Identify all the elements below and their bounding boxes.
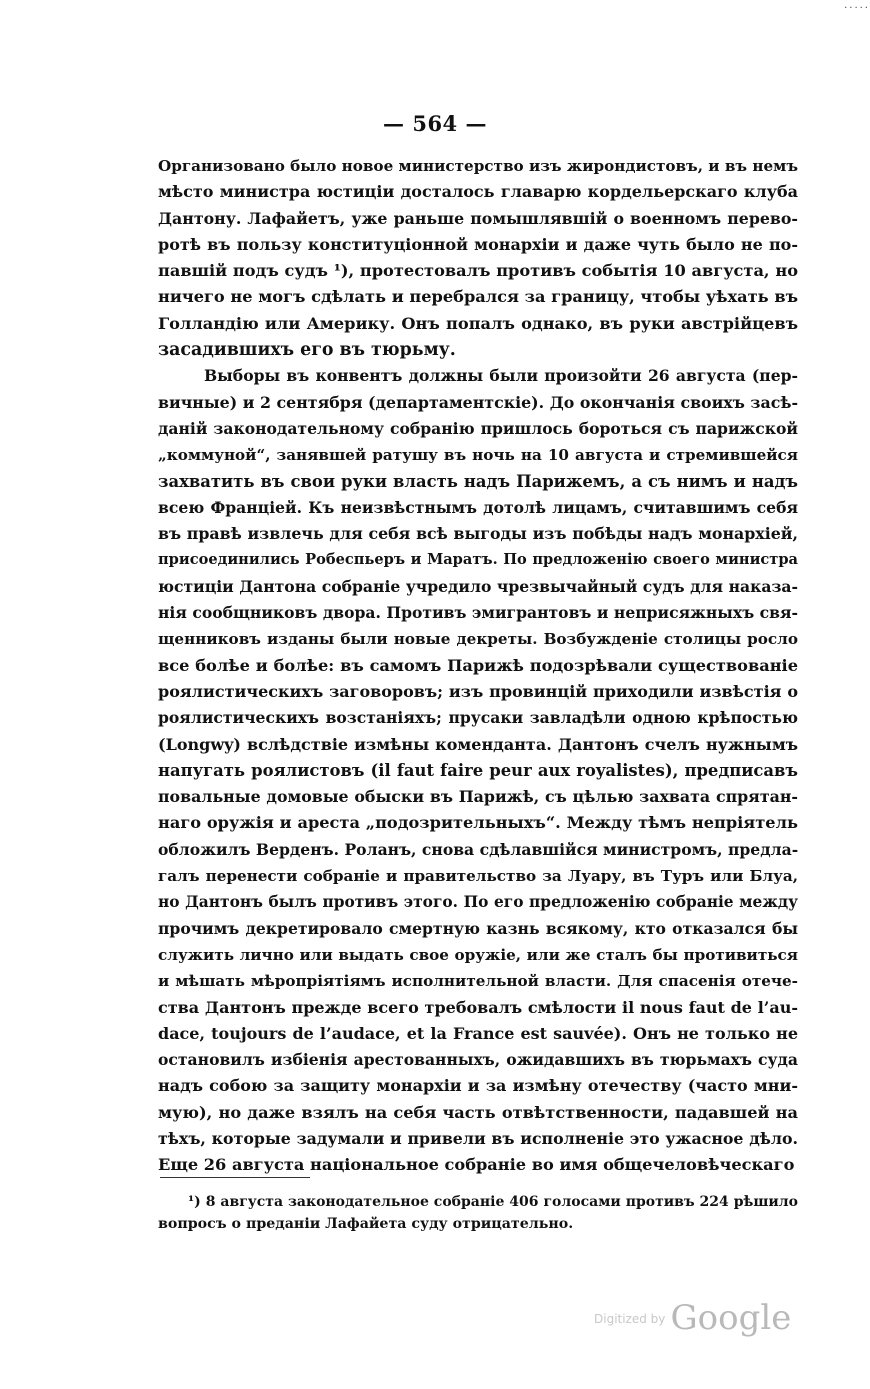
watermark-prefix: Digitized by [594, 1312, 666, 1326]
text-line: юстиціи Дантона собраніе учредило чрезвычайный судъ для наказа- [158, 576, 798, 596]
text-line: щенниковъ изданы были новые декреты. Возбужденіе столицы росло [158, 630, 798, 649]
text-line: повальные домовые обыски въ Парижѣ, съ цѣлью захвата спрятан- [158, 787, 798, 807]
text-line: въ правѣ извлечь для себя всѣ выгоды изъ побѣды надъ монархіей, [158, 524, 798, 544]
google-logo: Google [670, 1298, 792, 1338]
text-line: Голландію или Америку. Онъ попалъ однако, въ руки австрійцевъ [158, 313, 798, 333]
text-line: присоединились Робеспьеръ и Маратъ. По предложенію своего министра [158, 551, 798, 569]
body-text [158, 153, 798, 1179]
text-line: и мѣшать мѣропріятіямъ исполнительной власти. Для спасенія отече- [158, 972, 798, 991]
paragraph-1 [158, 153, 798, 363]
text-line: вичные) и 2 сентября (департаментскіе). До окончанія своихъ засѣ- [158, 392, 798, 412]
text-line: (Longwy) вслѣдствіе измѣны коменданта. Дантонъ счелъ нужнымъ [158, 734, 798, 754]
text-line: нія сообщниковъ двора. Противъ эмигрантовъ и неприсяжныхъ свя- [158, 603, 798, 623]
text-line: Выборы въ конвентъ должны были произойти 26 августа (пер- [204, 366, 798, 386]
text-line: даній законодательному собранію пришлось бороться съ парижской [158, 418, 798, 438]
text-line: Организовано было новое министерство изъ жирондистовъ, и въ немъ [158, 157, 798, 175]
text-line: Еще 26 августа національное собраніе во имя общечеловѣческаго [158, 1155, 795, 1175]
text-line: все болѣе и болѣе: въ самомъ Парижѣ подозрѣвали существованіе [158, 655, 798, 675]
text-line: всею Франціей. Къ неизвѣстнымъ дотолѣ лицамъ, считавшимъ себя [158, 497, 798, 517]
text-line: остановилъ избіенія арестованныхъ, ожидавшихъ въ тюрьмахъ суда [158, 1050, 798, 1070]
text-line: ротѣ въ пользу конституціонной монархіи и даже чуть было не по- [158, 234, 798, 254]
paragraph-2 [158, 363, 798, 1178]
text-line: засадившихъ его въ тюрьму. [158, 340, 456, 361]
text-line: галъ перенести собраніе и правительство за Луару, въ Туръ или Блуа, [158, 867, 798, 886]
text-line: наго оружія и ареста „подозрительныхъ“. Между тѣмъ непріятель [158, 813, 798, 833]
footnote-divider [160, 1177, 310, 1178]
text-line: роялистическихъ заговоровъ; изъ провинцій приходили извѣстія о [158, 681, 798, 701]
footnote-line: вопросъ о преданіи Лафайета суду отрицательно. [158, 1216, 574, 1232]
text-line: тѣхъ, которые задумали и привели въ исполненіе это ужасное дѣло. [158, 1128, 798, 1148]
text-line: павшій подъ судъ ¹), протестовалъ противъ событія 10 августа, но [158, 261, 798, 281]
text-line: dace, toujours de l’audace, et la France est sauvée). Онъ не только не [158, 1023, 798, 1043]
text-line: обложилъ Верденъ. Роланъ, снова сдѣлавшійся министромъ, предла- [158, 839, 799, 859]
text-line: прочимъ декретировало смертную казнь всякому, кто отказался бы [158, 918, 798, 938]
page-number: — 564 — [383, 111, 487, 136]
text-line: надъ собою за защиту монархіи и за измѣну отечеству (часто мни- [158, 1076, 798, 1096]
footnote [158, 1191, 798, 1235]
digitized-by-google-watermark [594, 1298, 791, 1338]
text-line: мую), но даже взялъ на себя часть отвѣтственности, падавшей на [158, 1102, 798, 1122]
text-line: Дантону. Лафайетъ, уже раньше помышлявшій о военномъ перево- [158, 208, 798, 228]
text-line: служить лично или выдать свое оружіе, или же сталъ бы противиться [158, 945, 798, 964]
footnote-line: ¹) 8 августа законодательное собраніе 406 голосами противъ 224 рѣшило [188, 1194, 798, 1210]
text-line: мѣсто министра юстиціи досталось главарю кордельерскаго клуба [158, 182, 798, 202]
text-line: но Дантонъ былъ противъ этого. По его предложенію собраніе между [158, 893, 798, 912]
text-line: роялистическихъ возстаніяхъ; прусаки завладѣли одною крѣпостью [158, 708, 798, 728]
text-line: напугать роялистовъ (il faut faire peur aux royalistes), предписавъ [158, 760, 798, 780]
text-line: „коммуной“, занявшей ратушу въ ночь на 10 августа и стремившейся [158, 446, 798, 465]
text-line: захватить въ свои руки власть надъ Парижемъ, а съ нимъ и надъ [158, 471, 798, 491]
corner-marks: ..... [844, 0, 870, 11]
text-line: ства Дантонъ прежде всего требовалъ смѣлости il nous faut de l’au- [158, 997, 798, 1017]
text-line: ничего не могъ сдѣлать и перебрался за границу, чтобы уѣхать въ [158, 287, 798, 307]
